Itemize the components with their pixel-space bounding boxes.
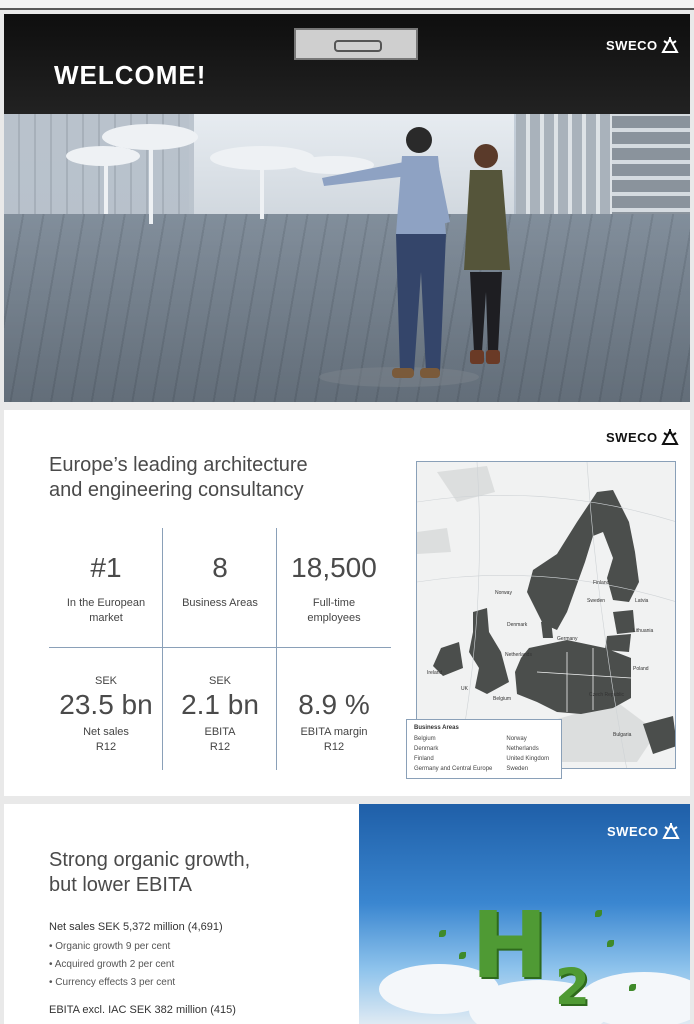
map-label-germany: Germany (557, 636, 578, 642)
hydrogen-letter: H (471, 892, 548, 999)
legend-title: Business Areas (414, 725, 459, 731)
legend-item: Denmark (414, 746, 439, 752)
sweco-logo (606, 428, 679, 446)
legend-item: Netherlands (506, 746, 539, 752)
kpi-label: Net sales (83, 726, 129, 738)
leaf-decoration (459, 952, 466, 959)
map-label-denmark: Denmark (507, 622, 528, 628)
bullet-item: • Acquired growth 2 per cent (49, 959, 175, 970)
leaf-decoration (439, 930, 446, 937)
legend-item: Finland (414, 756, 434, 762)
kpi-label: Business Areas (182, 597, 258, 609)
canopy-stem (260, 164, 264, 219)
map-label-poland: Poland (633, 666, 649, 672)
logo-text: SWECO (606, 429, 658, 445)
kpi-value: 8 (212, 552, 228, 583)
kpi-prefix: SEK (208, 675, 231, 687)
leaf-decoration (595, 910, 602, 917)
map-label-belgium: Belgium (493, 696, 512, 702)
map-label-ireland: Ireland (427, 670, 443, 676)
canopy (66, 146, 140, 166)
overview-slide (4, 410, 690, 796)
window-top-bar (0, 0, 694, 10)
map-label-bulgaria: Bulgaria (613, 732, 632, 738)
map-label-norway: Norway (495, 590, 512, 596)
title-line-1: Strong organic growth, (49, 849, 251, 871)
bullet-text: Currency effects 3 per cent (55, 977, 176, 988)
kpi-label: R12 (323, 741, 345, 753)
kpi-label: employees (307, 612, 361, 624)
map-label-sweden: Sweden (587, 598, 606, 604)
kpi-value: 2.1 bn (181, 689, 259, 720)
canopy-stem (149, 144, 153, 224)
title-line-1: Europe’s leading architecture (49, 454, 308, 476)
kpi-value: 18,500 (291, 552, 377, 583)
hydrogen-image (359, 804, 690, 1024)
map-legend (406, 719, 562, 779)
kpi-grid (49, 528, 391, 770)
map-label-lithuania: Lithuania (633, 628, 654, 634)
kpi-label: EBITA (204, 726, 236, 738)
title-line-2: and engineering consultancy (49, 479, 304, 501)
map-label-netherlands: Netherlands (505, 652, 532, 658)
sweco-logo (607, 822, 680, 840)
ceiling-light (294, 28, 418, 60)
kpi-business-areas (163, 552, 277, 673)
welcome-slide (4, 14, 690, 402)
legend-item: Norway (506, 736, 527, 742)
legend-item: United Kingdom (506, 756, 550, 762)
legend-column-2 (506, 734, 549, 774)
hydrogen-subscript: 2 (555, 958, 590, 1016)
logo-text: SWECO (607, 823, 659, 839)
kpi-ebita (163, 674, 277, 795)
kpi-label: R12 (95, 741, 117, 753)
bullet-text: Acquired growth 2 per cent (54, 959, 175, 970)
kpi-label: market (89, 612, 123, 624)
kpi-value: 8.9 % (298, 689, 370, 720)
leaf-decoration (629, 984, 636, 991)
growth-slide (4, 804, 690, 1024)
kpi-label: EBITA margin (300, 726, 368, 738)
slide-title (49, 453, 379, 503)
map-label-finland: Finland (593, 580, 610, 586)
kpi-prefix: SEK (94, 675, 117, 687)
title-line-2: but lower EBITA (49, 874, 193, 896)
map-label-czech-republic: Czech Republic (589, 692, 625, 698)
legend-item: Sweden (506, 766, 529, 772)
sweco-logo (606, 36, 679, 54)
ebita-text: EBITA excl. IAC SEK 382 million (415) (49, 1004, 236, 1016)
legend-column-1 (414, 734, 492, 774)
kpi-net-sales (49, 674, 163, 795)
slide-title (49, 848, 349, 898)
people-illustration (304, 122, 534, 402)
cloud (579, 972, 690, 1024)
kpi-market-position (49, 552, 163, 673)
map-label-latvia: Latvia (635, 598, 649, 604)
legend-item: Belgium (414, 736, 436, 742)
kpi-label: Full-time (312, 597, 356, 609)
canopy-stem (104, 164, 108, 214)
sweco-logo-icon (661, 428, 679, 446)
kpi-value: #1 (90, 552, 122, 583)
kpi-label: R12 (209, 741, 231, 753)
map-label-uk: UK (461, 686, 468, 692)
leaf-decoration (607, 940, 614, 947)
sweco-logo-icon (661, 36, 679, 54)
welcome-title: WELCOME! (54, 60, 207, 90)
kpi-employees (277, 552, 391, 673)
kpi-value: 23.5 bn (59, 689, 153, 720)
legend-item: Germany and Central Europe (414, 766, 493, 772)
bullet-text: Organic growth 9 per cent (55, 941, 171, 952)
net-sales-text: Net sales SEK 5,372 million (4,691) (49, 921, 223, 933)
kpi-ebita-margin (277, 689, 391, 810)
bullet-item: • Organic growth 9 per cent (49, 941, 171, 952)
sweco-logo-icon (662, 822, 680, 840)
kpi-label: In the European (66, 597, 146, 609)
bullet-item: • Currency effects 3 per cent (49, 977, 176, 988)
logo-text: SWECO (606, 37, 658, 53)
